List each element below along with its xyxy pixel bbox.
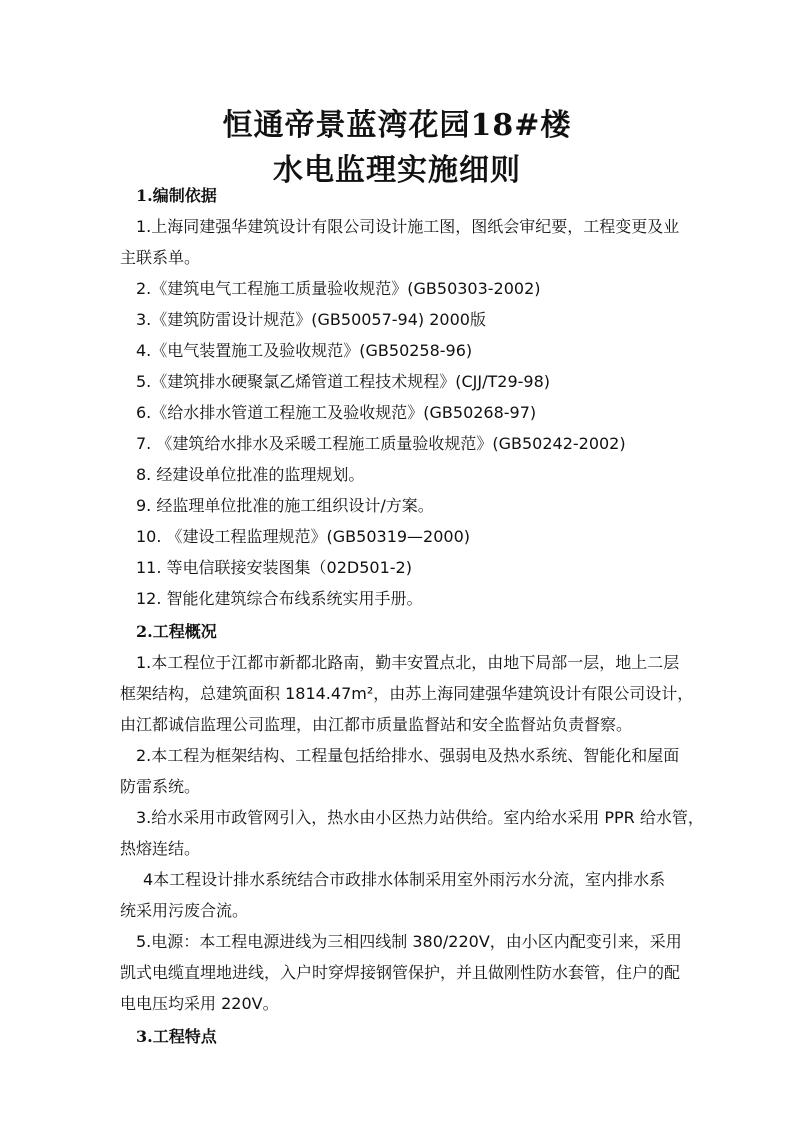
overview-para-1-line-3: 由江都诚信监理公司监理，由江都市质量监督站和安全监督站负责督察。	[120, 715, 633, 734]
basis-item-12: 12. 智能化建筑综合布线系统实用手册。	[136, 589, 423, 608]
overview-para-4-line-2: 统采用污废合流。	[120, 901, 249, 920]
basis-item-3: 3.《建筑防雷设计规范》(GB50057-94) 2000版	[136, 310, 486, 329]
basis-item-9: 9. 经监理单位批准的施工组织设计/方案。	[136, 496, 434, 515]
overview-para-2-line-2: 防雷系统。	[120, 777, 201, 796]
overview-para-1-line-1: 1.本工程位于江都市新都北路南，勤丰安置点北，由地下局部一层，地上二层	[136, 653, 680, 672]
basis-item-1: 1.上海同建强华建筑设计有限公司设计施工图，图纸会审纪要，工程变更及业	[136, 217, 680, 236]
basis-item-1-cont: 主联系单。	[120, 248, 201, 267]
overview-para-5-line-1: 5.电源：本工程电源进线为三相四线制 380/220V，由小区内配变引来，采用	[136, 932, 682, 951]
basis-item-10: 10. 《建设工程监理规范》(GB50319—2000)	[136, 527, 471, 546]
overview-para-3-line-1: 3.给水采用市政管网引入，热水由小区热力站供给。室内给水采用 PPR 给水管，	[136, 808, 704, 827]
overview-para-5-line-2: 凯式电缆直埋地进线，入户时穿焊接钢管保护，并且做刚性防水套管，住户的配	[120, 963, 681, 982]
basis-item-8: 8. 经建设单位批准的监理规划。	[136, 465, 365, 484]
section-heading-features: 3.工程特点	[136, 1027, 217, 1046]
overview-para-2-line-1: 2.本工程为框架结构、工程量包括给排水、强弱电及热水系统、智能化和屋面	[136, 746, 680, 765]
section-heading-basis: 1.编制依据	[136, 186, 217, 205]
overview-para-4-line-1: 4本工程设计排水系统结合市政排水体制采用室外雨污水分流，室内排水系	[143, 870, 666, 889]
overview-para-1-line-2: 框架结构，总建筑面积 1814.47m²，由苏上海同建强华建筑设计有限公司设计，	[120, 684, 694, 703]
document-title: 恒通帝景蓝湾花园18#楼	[222, 108, 572, 143]
document-subtitle: 水电监理实施细则	[273, 153, 521, 188]
basis-item-7: 7. 《建筑给水排水及采暖工程施工质量验收规范》(GB50242-2002)	[136, 434, 626, 453]
section-heading-overview: 2.工程概况	[136, 622, 217, 641]
basis-item-5: 5.《建筑排水硬聚氯乙烯管道工程技术规程》(CJJ/T29-98)	[136, 372, 551, 391]
overview-para-3-line-2: 热熔连结。	[120, 839, 201, 858]
basis-item-2: 2.《建筑电气工程施工质量验收规范》(GB50303-2002)	[136, 279, 541, 298]
overview-para-5-line-3: 电电压均采用 220V。	[120, 994, 279, 1013]
basis-item-6: 6.《给水排水管道工程施工及验收规范》(GB50268-97)	[136, 403, 537, 422]
basis-item-4: 4.《电气装置施工及验收规范》(GB50258-96)	[136, 341, 473, 360]
basis-item-11: 11. 等电信联接安装图集（02D501-2)	[136, 558, 412, 577]
